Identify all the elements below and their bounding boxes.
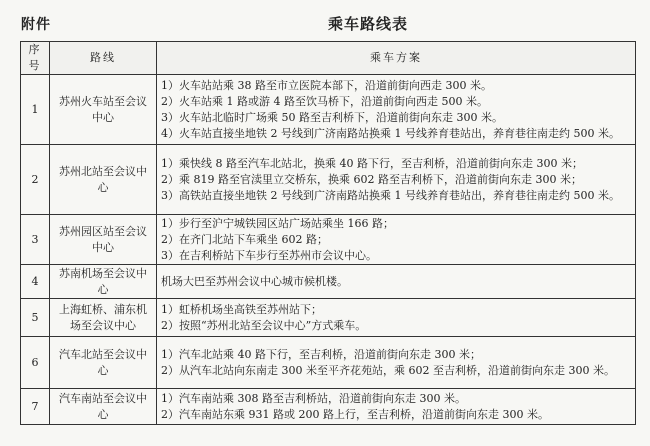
- table-row: [21, 215, 636, 265]
- route-name: 苏南机场至会议中心: [50, 265, 157, 299]
- plan-step: 1）汽车南站乘 308 路至吉利桥站，沿道前街向东走 300 米。: [161, 391, 466, 405]
- plan-step: 2）在齐门北站下车乘坐 602 路；: [161, 232, 328, 246]
- route-name: 上海虹桥、浦东机场至会议中心: [50, 299, 157, 337]
- row-number: 6: [21, 337, 50, 389]
- plan-step: 3）高铁站直接坐地铁 2 号线到广济南路站换乘 1 号线养育巷站出，养育巷往南走约 500 米。: [161, 188, 620, 202]
- plan-step: 2）从汽车北站向东南走 300 米至平齐花苑站，乘 602 至吉利桥，沿道前街向东走 300 米。: [161, 363, 615, 377]
- table-row: [21, 145, 636, 215]
- plan-step: 3）在吉利桥站下车步行至苏州市会议中心。: [161, 248, 377, 262]
- plan-step: 1）汽车北站乘 40 路下行，至吉利桥，沿道前街向东走 300 米；: [161, 347, 481, 361]
- table-row: [21, 389, 636, 425]
- plan-step: 1）虹桥机场坐高铁至苏州站下；: [161, 302, 322, 316]
- table-row: [21, 337, 636, 389]
- route-name: 苏州园区站至会议中心: [50, 215, 157, 265]
- plan-cell: [157, 299, 636, 337]
- route-table: [20, 41, 636, 425]
- row-number: 3: [21, 215, 50, 265]
- row-number: 7: [21, 389, 50, 425]
- table-row: [21, 265, 636, 299]
- plan-step: 1）乘快线 8 路至汽车北站北，换乘 40 路下行，至吉利桥，沿道前街向东走 300 米；: [161, 156, 583, 170]
- column-header-number: 序号: [21, 42, 50, 75]
- plan-step: 2）汽车南站东乘 931 路或 200 路上行，至吉利桥，沿道前街向东走 300 米。: [161, 407, 549, 421]
- table-header-row: [21, 42, 636, 75]
- route-name: 汽车北站至会议中心: [50, 337, 157, 389]
- plan-cell: [157, 215, 636, 265]
- plan-step: 1）步行至沪宁城铁园区站广场站乘坐 166 路；: [161, 216, 394, 230]
- attachment-label: 附件: [21, 17, 51, 33]
- plan-cell: [157, 75, 636, 145]
- column-header-plan: 乘车方案: [157, 42, 636, 75]
- row-number: 5: [21, 299, 50, 337]
- row-number: 4: [21, 265, 50, 299]
- page-title: 乘车路线表: [328, 15, 409, 33]
- plan-step: 4）火车站直接坐地铁 2 号线到广济南路站换乘 1 号线养育巷站出，养育巷往南走约 500 米。: [161, 126, 620, 140]
- plan-step: 3）火车站北临时广场乘 50 路至吉利桥下，沿道前街向东走 300 米。: [161, 110, 503, 124]
- route-name: 苏州北站至会议中心: [50, 145, 157, 215]
- plan-step: 2）火车站乘 1 路或游 4 路至饮马桥下，沿道前街向西走 500 米。: [161, 94, 488, 108]
- plan-step: 机场大巴至苏州会议中心城市候机楼。: [161, 274, 348, 288]
- plan-cell: [157, 265, 636, 299]
- route-name: 苏州火车站至会议中心: [50, 75, 157, 145]
- plan-cell: [157, 337, 636, 389]
- row-number: 2: [21, 145, 50, 215]
- table-row: [21, 75, 636, 145]
- plan-cell: [157, 145, 636, 215]
- plan-cell: [157, 389, 636, 425]
- table-row: [21, 299, 636, 337]
- plan-step: 2）乘 819 路至官渎里立交桥东，换乘 602 路至吉利桥下，沿道前街向东走 300 米；: [161, 172, 582, 186]
- plan-step: 2）按照“苏州北站至会议中心”方式乘车。: [161, 318, 367, 332]
- column-header-route: 路线: [50, 42, 157, 75]
- row-number: 1: [21, 75, 50, 145]
- plan-step: 1）火车站站乘 38 路至市立医院本部下，沿道前街向西走 300 米。: [161, 78, 492, 92]
- route-name: 汽车南站至会议中心: [50, 389, 157, 425]
